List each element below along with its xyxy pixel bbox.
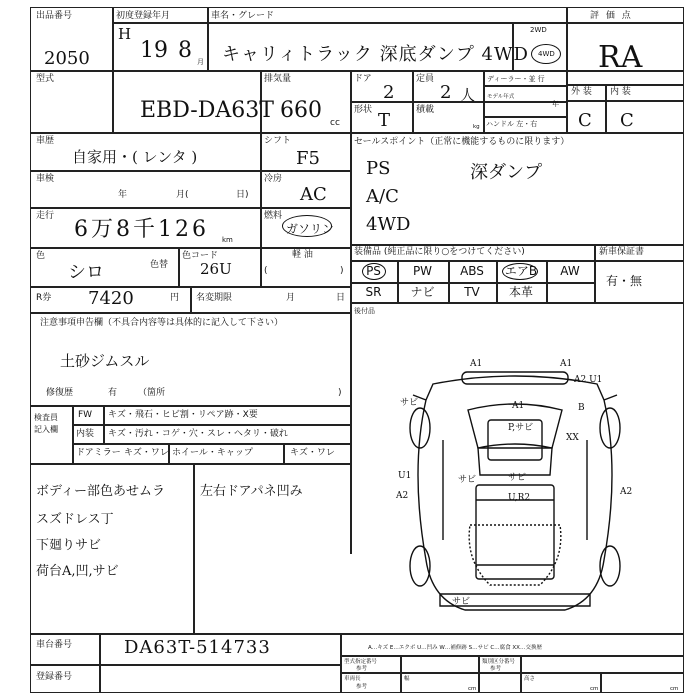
shape-value: T bbox=[378, 110, 391, 131]
first-reg-label: 初度登録年月 bbox=[116, 11, 171, 21]
rule bbox=[483, 116, 566, 118]
fuel-circle bbox=[282, 215, 335, 237]
inspector-tag-mirror: ドアミラー bbox=[76, 448, 121, 458]
mark-u-r2: U,R2 bbox=[508, 493, 531, 503]
capacity-value: 2 bbox=[440, 82, 452, 103]
history-value: 自家用・( レンタ ) bbox=[72, 148, 198, 166]
equipment-label: 装備品 (純正品に限り○をつけてください) bbox=[354, 247, 525, 257]
load-unit: kg bbox=[473, 124, 480, 130]
mileage-unit: km bbox=[222, 236, 233, 244]
mark-rust-1: サビ bbox=[458, 475, 477, 485]
rule bbox=[340, 655, 684, 657]
rule bbox=[260, 132, 262, 286]
color-value: シロ bbox=[68, 262, 104, 283]
note-left-2: スズドレス丁 bbox=[36, 512, 114, 527]
repair-location: （箇所 bbox=[138, 388, 166, 398]
mark-rust-4: サビ bbox=[452, 597, 471, 607]
shift-value: F5 bbox=[296, 148, 320, 169]
ref-3: 参考 bbox=[356, 684, 368, 690]
displacement-label: 排気量 bbox=[264, 74, 292, 84]
mark-a1-right: A1 bbox=[560, 359, 573, 369]
reg-month: 8 bbox=[178, 38, 192, 63]
rule bbox=[283, 443, 285, 463]
equip-sr: SR bbox=[365, 285, 382, 299]
inspector-mirror-text: キズ・ワレ bbox=[124, 448, 169, 458]
rule bbox=[112, 7, 114, 132]
rule bbox=[30, 633, 684, 635]
doors-value: 2 bbox=[383, 82, 395, 103]
registration-label: 登録番号 bbox=[36, 672, 73, 682]
equip-abs: ABS bbox=[460, 264, 484, 278]
fuel-label: 燃料 bbox=[264, 211, 283, 221]
equip-pw: PW bbox=[412, 264, 433, 278]
note-left-3: 下廻りサビ bbox=[36, 538, 102, 553]
name-change-day: 日 bbox=[336, 293, 346, 303]
rule bbox=[30, 405, 350, 407]
rule bbox=[350, 244, 684, 246]
width-label: 幅 bbox=[404, 676, 410, 682]
model-year-label: モデル年式 bbox=[487, 94, 515, 100]
rule bbox=[30, 132, 684, 134]
rule bbox=[483, 85, 566, 87]
length-label: 車両長 bbox=[344, 676, 361, 682]
history-label: 車歴 bbox=[36, 136, 55, 146]
rule bbox=[350, 132, 352, 554]
rule bbox=[103, 405, 105, 443]
rule bbox=[99, 633, 101, 693]
inspection-month: 月( bbox=[176, 190, 189, 200]
rule bbox=[207, 22, 512, 24]
mark-rust-2: サビ bbox=[508, 473, 527, 483]
rule bbox=[193, 463, 195, 633]
grade-value: RA bbox=[598, 40, 643, 75]
rule bbox=[112, 22, 207, 24]
rule bbox=[30, 312, 350, 314]
rule bbox=[340, 633, 342, 693]
ref-1: 参考 bbox=[356, 666, 368, 672]
mark-a1-left: A1 bbox=[470, 359, 483, 369]
class-label: 類別区分番号 bbox=[482, 659, 516, 665]
rule bbox=[594, 244, 596, 302]
rule bbox=[30, 664, 340, 666]
load-label: 積載 bbox=[416, 105, 435, 115]
recycle-unit: 円 bbox=[170, 293, 180, 303]
equip-airbag-circle bbox=[502, 263, 538, 280]
dealer-label: ディーラー・並 行 bbox=[487, 75, 545, 83]
equip-navi: ナビ bbox=[410, 285, 435, 299]
exterior-label: 外 装 bbox=[571, 87, 592, 97]
mark-a1-roof: A1 bbox=[512, 401, 525, 411]
rule bbox=[566, 100, 684, 102]
color-code-label: 色コード bbox=[182, 251, 219, 261]
rule bbox=[350, 302, 684, 304]
rule bbox=[512, 22, 566, 24]
color-label: 色 bbox=[36, 251, 46, 261]
rule bbox=[520, 655, 522, 693]
name-change-month: 月 bbox=[286, 293, 296, 303]
selling-point-4: 4WD bbox=[366, 214, 411, 235]
mark-u1: U1 bbox=[398, 471, 412, 481]
note-left-1: ボディー部色あせムラ bbox=[36, 484, 165, 499]
rule bbox=[178, 247, 180, 286]
ref-2: 参考 bbox=[490, 666, 502, 672]
model-code: EBD-DA63T bbox=[140, 98, 274, 123]
mark-p-rust: P,サビ bbox=[508, 423, 534, 433]
shape-label: 形状 bbox=[354, 105, 373, 115]
repair-paren-close: ) bbox=[338, 388, 342, 398]
repair-label: 修復歴 bbox=[46, 388, 74, 398]
recycle-value: 7420 bbox=[88, 288, 134, 309]
car-name-label: 車名・グレード bbox=[211, 11, 275, 21]
new-warranty-value: 有・無 bbox=[606, 274, 643, 288]
drive-2wd: 2WD bbox=[530, 26, 547, 34]
paren-open: ( bbox=[264, 266, 268, 276]
drive-4wd: 4WD bbox=[538, 50, 555, 58]
recycle-label: R券 bbox=[36, 293, 52, 303]
fuel-diesel: 軽 油 bbox=[292, 250, 313, 260]
rule bbox=[207, 7, 209, 70]
ac-value: AC bbox=[300, 184, 327, 205]
displacement-value: 660 bbox=[280, 98, 322, 123]
rule bbox=[72, 443, 350, 445]
inspector-label: 検査員 記入欄 bbox=[34, 413, 58, 434]
mark-xx: XX bbox=[566, 433, 579, 443]
reg-era: H bbox=[118, 25, 132, 43]
color-code-value: 26U bbox=[200, 260, 232, 278]
capacity-unit: 人 bbox=[460, 86, 476, 104]
model-year-unit: 年 bbox=[552, 100, 559, 108]
name-change-label: 名変期限 bbox=[196, 293, 233, 303]
caution-text: 土砂ジムスル bbox=[60, 352, 150, 370]
inspection-year: 年 bbox=[118, 190, 128, 200]
inspector-wheel-text: キズ・ワレ bbox=[290, 448, 335, 458]
rule bbox=[400, 655, 402, 693]
selling-point-1: PS bbox=[366, 158, 391, 179]
ac-label: 冷房 bbox=[264, 174, 283, 184]
rule bbox=[72, 424, 350, 426]
rule bbox=[478, 655, 480, 693]
exterior-grade: C bbox=[578, 110, 592, 131]
selling-point-3: A/C bbox=[366, 186, 399, 207]
cm-1: cm bbox=[468, 686, 477, 692]
mark-a2-u1: A2 U1 bbox=[574, 375, 603, 385]
height-label: 高さ bbox=[524, 676, 536, 682]
interior-grade: C bbox=[620, 110, 634, 131]
handle-label: ハンドル 左・右 bbox=[486, 120, 538, 128]
equip-ps-circle bbox=[362, 263, 386, 280]
equip-leather: 本革 bbox=[508, 285, 533, 299]
mileage-value: 6万8千126 bbox=[74, 217, 209, 242]
equip-airbag: エアB bbox=[504, 264, 538, 278]
rule bbox=[566, 22, 684, 24]
displacement-unit: cc bbox=[330, 118, 340, 128]
model-label: 型式 bbox=[36, 74, 55, 84]
equip-aw: AW bbox=[560, 264, 580, 278]
rule bbox=[30, 70, 684, 72]
cm-3: cm bbox=[670, 686, 679, 692]
equip-tv: TV bbox=[464, 285, 480, 299]
rule bbox=[605, 84, 607, 132]
rule bbox=[30, 463, 350, 465]
inspector-tag-wheel: ホイール・キャップ bbox=[172, 448, 253, 458]
note-left-4: 荷台A,凹,サビ bbox=[36, 564, 119, 579]
diagram-legend: A…キズ E…エクボ U…凹み W…補修跡 S…サビ C…腐食 XX…交換歴 bbox=[368, 645, 542, 651]
note-right-1: 左右ドアパネ凹み bbox=[200, 484, 303, 499]
capacity-label: 定員 bbox=[416, 74, 435, 84]
reg-year: 19 bbox=[140, 38, 168, 63]
lot-label: 出品番号 bbox=[36, 11, 73, 21]
shift-label: シフト bbox=[264, 136, 292, 146]
rule bbox=[72, 405, 74, 463]
rule bbox=[600, 672, 602, 693]
inspector-tag-fw: FW bbox=[78, 410, 93, 420]
new-warranty-label: 新車保証書 bbox=[599, 247, 645, 257]
interior-label: 内 装 bbox=[610, 87, 631, 97]
equip-ps: PS bbox=[366, 264, 381, 278]
mark-a2-left: A2 bbox=[396, 491, 409, 501]
chassis-label: 車台番号 bbox=[36, 640, 73, 650]
rule bbox=[30, 170, 350, 172]
color-change-label: 色替 bbox=[150, 260, 169, 270]
car-name: キャリィトラック 深底ダンプ 4WD bbox=[222, 44, 529, 65]
selling-point-2: 深ダンプ bbox=[470, 162, 543, 183]
chassis-number: DA63T-514733 bbox=[124, 637, 271, 658]
inspection-day: 日) bbox=[236, 190, 249, 200]
mark-b: B bbox=[578, 403, 585, 413]
rule bbox=[30, 207, 350, 209]
fuel-gas: ガソリン bbox=[286, 222, 335, 236]
caution-label: 注意事項申告欄（不具合内容等は具体的に記入して下さい） bbox=[40, 318, 284, 328]
inspector-fw-text: キズ・飛石・ヒビ割・リペア跡・X要 bbox=[108, 410, 258, 420]
repair-value: 有 bbox=[108, 388, 118, 398]
mileage-label: 走行 bbox=[36, 211, 55, 221]
grade-label: 評 価 点 bbox=[590, 11, 633, 21]
inspector-interior-text: キズ・汚れ・コゲ・穴・スレ・ヘタリ・破れ bbox=[108, 429, 288, 439]
selling-points-label: セールスポイント（正常に機能するものに限ります） bbox=[354, 137, 570, 147]
mark-a2-right: A2 bbox=[620, 487, 633, 497]
rule bbox=[566, 7, 568, 132]
rule bbox=[566, 84, 684, 86]
paren-close: ) bbox=[340, 266, 344, 276]
mark-rust-3: サビ bbox=[400, 398, 419, 408]
reg-month-unit: 月 bbox=[197, 58, 204, 66]
doors-label: ドア bbox=[354, 74, 372, 84]
inspection-label: 車検 bbox=[36, 174, 55, 184]
rule bbox=[340, 672, 684, 674]
model-cert-label: 型式指定番号 bbox=[344, 659, 378, 665]
rule bbox=[30, 247, 350, 249]
lot-number: 2050 bbox=[44, 48, 90, 69]
rule bbox=[190, 286, 192, 312]
inspector-tag-interior: 内装 bbox=[76, 429, 95, 439]
post-install-label: 後付品 bbox=[354, 307, 375, 315]
cm-2: cm bbox=[590, 686, 599, 692]
